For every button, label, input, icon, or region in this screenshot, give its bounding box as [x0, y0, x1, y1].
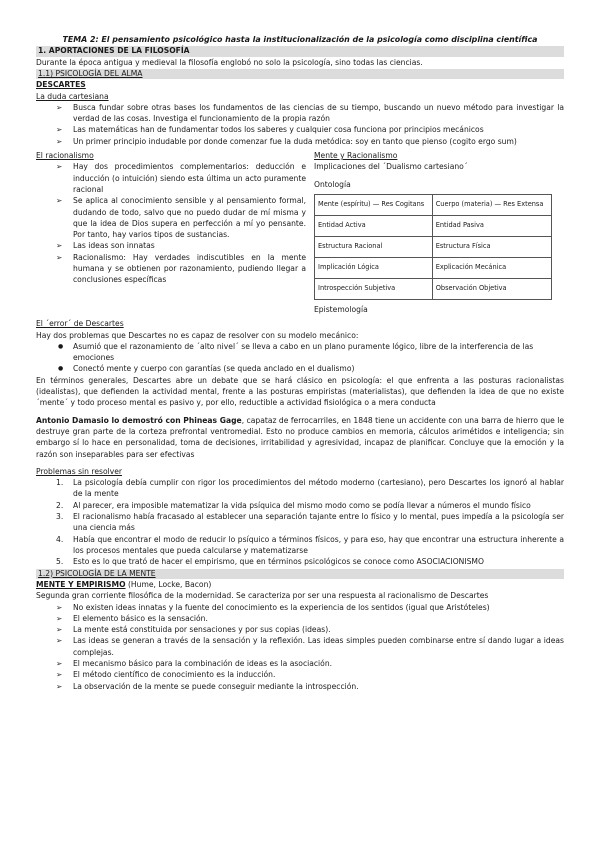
damasio-paragraph: [36, 415, 564, 460]
table-cell: Implicación Lógica: [315, 257, 433, 278]
racionalismo-column: [36, 150, 306, 315]
list-item: ➢ Un primer principio indudable por donde comenzar fue la duda metódica: soy en tanto que pienso (cogito ergo sum): [36, 136, 564, 147]
list-item: ➢ Busca fundar sobre otras bases los fundamentos de las ciencias de su tiempo, buscando un nuevo método para investigar la verdad de las cosas. Investiga el funcionamiento de la propia razón: [36, 102, 564, 125]
list-number: 5.: [56, 557, 64, 567]
table-cell: Observación Objetiva: [432, 278, 551, 299]
list-item-text: La psicología debía cumplir con rigor los procedimientos del método moderno (cartesiano), pero Descartes los ignoró al hablar de la mente: [73, 478, 564, 499]
subsection-heading-alma: [36, 69, 564, 80]
empirismo-intro: Segunda gran corriente filosófica de la modernidad. Se caracteriza por ser una respuesta al racionalismo de Descartes: [36, 591, 489, 601]
damasio-lead: Antonio Damasio lo demostró con Phineas Gage: [36, 415, 242, 425]
list-item-text: Había que encontrar el modo de reducir lo psíquico a términos físicos, y para eso, hay que encontrar una estructura inherente a los procesos mentales que pueda calcularse y matematizarse: [73, 534, 564, 555]
list-item: [36, 477, 564, 500]
list-item: ● Conectó mente y cuerpo con garantías (se queda anclado en el dualismo): [36, 363, 564, 374]
section-heading-aportaciones: 1. APORTACIONES DE LA FILOSOFÍA: [36, 46, 564, 57]
damasio-text: , capataz de ferrocarriles, en 1848 tiene un accidente con una barra de hierro que le destruye gran parte de la corteza prefrontal ventromedial. Esto no produce cambios en memoria, cálculos arimétidos e inteligencia; sin embargo sí lo hace en personalidad, toma de decisiones, irritabilidad y agresividad, incapaz de planificar. Concluye que la emoción y la razón son inseparables para ser efectivas: [36, 415, 564, 459]
list-item: ➢ El elemento básico es la sensación.: [36, 613, 564, 624]
document-page: [36, 34, 564, 692]
table-cell: Estructura Física: [432, 236, 551, 257]
subsection-heading-alma-text: 1.1) PSICOLOGÍA DEL ALMA: [38, 68, 143, 78]
list-item: ➢ Las ideas se generan a través de la sensación y la reflexión. Las ideas simples pueden combinarse entre sí dando lugar a ideas complejas.: [36, 635, 564, 658]
list-number: 2.: [56, 500, 64, 510]
mente-racionalismo-heading: Mente y Racionalismo: [314, 151, 398, 161]
list-item-text: Esto es lo que trató de hacer el empirismo, que en términos psicológicos se conoce como ASOCIACIONISMO: [73, 557, 484, 567]
empirismo-authors: (Hume, Locke, Bacon): [125, 580, 212, 589]
list-item: ➢ El método científico de conocimiento es la inducción.: [36, 669, 564, 680]
list-item: ➢ Las matemáticas han de fundamentar todos los saberes y cualquier cosa funciona por principios mecánicos: [36, 124, 564, 135]
table-row: [315, 215, 552, 236]
error-paragraph: En términos generales, Descartes abre un debate que se hará clásico en psicología: el que enfrenta a las posturas racionalistas (idealistas), que defienden la actividad mental, frente a las posturas empiristas (materialistas), que defienden la idea de que no existe ´mente´ y todo proceso mental es pasivo y, por ello, reductible a actividad fisiológica o a mera conducta: [36, 375, 564, 408]
table-cell: Introspección Subjetiva: [315, 278, 433, 299]
list-item: [36, 534, 564, 557]
table-row: [315, 278, 552, 299]
list-item: ➢ Las ideas son innatas: [36, 240, 306, 251]
list-item: ➢ Hay dos procedimientos complementarios: deducción e inducción (o intuición) siendo esta última un acto puramente racional: [36, 161, 306, 195]
error-intro: Hay dos problemas que Descartes no es capaz de resolver con su modelo mecánico:: [36, 330, 359, 340]
table-cell: Cuerpo (materia) — Res Extensa: [432, 194, 551, 215]
table-cell: Explicación Mecánica: [432, 257, 551, 278]
duda-heading: La duda cartesiana: [36, 91, 109, 101]
descartes-heading: DESCARTES: [36, 80, 86, 90]
error-list: [36, 341, 564, 375]
dualismo-table: [314, 194, 552, 300]
problemas-list: [36, 477, 564, 567]
list-number: 1.: [56, 478, 64, 488]
table-row: [315, 236, 552, 257]
dualismo-column: [314, 150, 564, 315]
subsection-heading-mente: [36, 569, 564, 580]
list-item-text: Al parecer, era imposible matematizar la vida psíquica del mismo modo como se podía llevar a números el mundo físico: [73, 500, 531, 510]
list-item: ● Asumió que el razonamiento de ´alto nivel´ se lleva a cabo en un plano puramente lógico, libre de la interferencia de las emociones: [36, 341, 564, 364]
list-item: ➢ Racionalismo: Hay verdades indiscutibles en la mente humana y se obtienen por razonamiento, pudiendo llegar a conclusiones específicas: [36, 252, 306, 286]
table-row: [315, 194, 552, 215]
table-cell: Entidad Pasiva: [432, 215, 551, 236]
duda-list: [36, 102, 564, 147]
dualismo-subtitle: Implicaciones del ´Dualismo cartesiano´: [314, 162, 468, 172]
subsection-heading-mente-text: 1.2) PSICOLOGÍA DE LA MENTE: [38, 568, 156, 578]
table-cell: Mente (espíritu) — Res Cogitans: [315, 194, 433, 215]
ontologia-label: Ontología: [314, 179, 351, 189]
table-cell: Entidad Activa: [315, 215, 433, 236]
racionalismo-two-column: [36, 150, 564, 315]
list-item: ➢ La mente está constituida por sensaciones y por sus copias (ideas).: [36, 624, 564, 635]
list-number: 4.: [56, 534, 64, 544]
list-item: [36, 511, 564, 534]
list-item: ➢ Se aplica al conocimiento sensible y al pensamiento formal, dudando de todo, salvo que no puedo dudar de mí misma y que la idea de Dios supera en perfección a mí yo pensante. Por tanto, hay varios tipos de sustancias.: [36, 195, 306, 240]
error-heading: El ´error´ de Descartes: [36, 319, 124, 329]
table-cell: Estructura Racional: [315, 236, 433, 257]
section-intro: Durante la época antigua y medieval la filosofía englobó no solo la psicología, sino todas las ciencias.: [36, 57, 423, 67]
racionalismo-list: [36, 161, 306, 285]
list-number: 3.: [56, 512, 64, 522]
list-item: ➢ El mecanismo básico para la combinación de ideas es la asociación.: [36, 658, 564, 669]
empirismo-heading: MENTE Y EMPIRISMO: [36, 580, 126, 589]
table-row: [315, 257, 552, 278]
list-item: ➢ No existen ideas innatas y la fuente del conocimiento es la experiencia de los sentidos (igual que Aristóteles): [36, 602, 564, 613]
empirismo-list: [36, 602, 564, 692]
list-item: ➢ La observación de la mente se puede conseguir mediante la introspección.: [36, 681, 564, 692]
document-title: TEMA 2: El pensamiento psicológico hasta la institucionalización de la psicología como disciplina científica: [62, 35, 538, 44]
list-item: [36, 500, 564, 511]
list-item-text: El racionalismo había fracasado al establecer una separación tajante entre lo físico y lo mental, pues impedía a la psicología ser una ciencia más: [73, 512, 564, 533]
list-item: [36, 556, 564, 567]
epistemologia-label: Epistemología: [314, 304, 368, 314]
problemas-heading: Problemas sin resolver: [36, 466, 122, 476]
empirismo-heading-line: [36, 579, 564, 590]
racionalismo-heading: El racionalismo: [36, 151, 94, 161]
